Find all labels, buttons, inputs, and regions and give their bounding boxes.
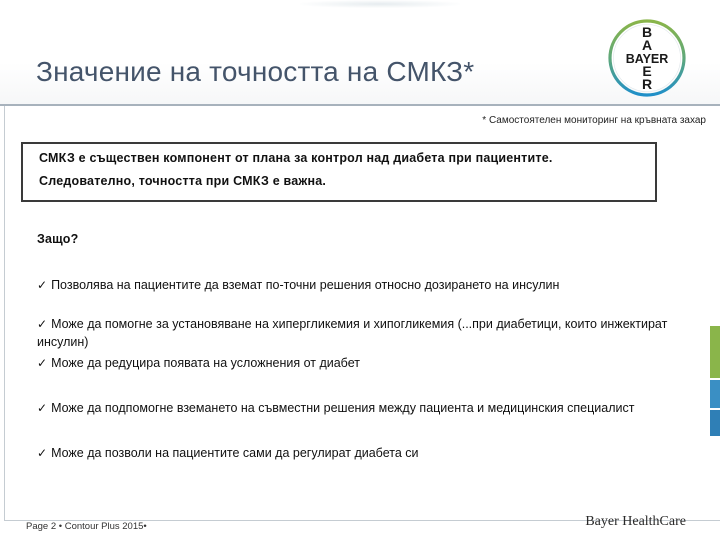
footnote: * Самостоятелен мониторинг на кръвната захар <box>482 115 706 126</box>
callout-line-1: СМКЗ е съществен компонент от плана за контрол над диабета при пациентите. <box>39 151 553 165</box>
bullet-text: Може да позволи на пациентите сами да регулират диабета си <box>51 446 419 460</box>
logo-letter-b: B <box>641 24 653 40</box>
side-accent-blue-dark <box>710 410 720 436</box>
bullet-item <box>37 399 717 417</box>
bullet-text: Може да подпомогне вземането на съвместни решения между пациента и медицинския специалист <box>51 401 635 415</box>
side-accent-green <box>710 326 720 378</box>
logo-letter-r: R <box>641 76 653 92</box>
header-divider <box>0 104 720 106</box>
content-left-rule <box>4 106 5 520</box>
callout-box <box>21 142 657 202</box>
bullet-text: Позволява на пациентите да вземат по-точни решения относно дозирането на инсулин <box>51 278 560 292</box>
bullet-item <box>37 276 717 294</box>
bullet-item <box>37 354 717 372</box>
checkmark-icon: ✓ <box>37 446 48 460</box>
logo-letter-a: A <box>641 37 653 53</box>
bullet-text: Може да помогне за установяване на хипергликемия и хипогликемия (...при диабетици, които инжектират инсулин) <box>37 317 668 349</box>
why-heading: Защо? <box>37 232 79 246</box>
checkmark-icon: ✓ <box>37 401 48 415</box>
checkmark-icon: ✓ <box>37 278 48 292</box>
checkmark-icon: ✓ <box>37 317 48 331</box>
side-accent-blue <box>710 380 720 408</box>
slide-title: Значение на точността на СМКЗ* <box>36 56 475 87</box>
checkmark-icon: ✓ <box>37 356 48 370</box>
bullet-item <box>37 315 677 351</box>
bullet-item <box>37 444 717 462</box>
header-glow <box>300 0 460 8</box>
bullet-text: Може да редуцира появата на усложнения от диабет <box>51 356 360 370</box>
logo-letter-e: E <box>642 63 652 79</box>
callout-line-2: Следователно, точността при СМКЗ е важна. <box>39 174 327 188</box>
bayer-cross-logo-icon <box>607 18 687 98</box>
brand-wordmark: Bayer HealthCare <box>585 514 686 529</box>
footer-page-label: Page 2 • Contour Plus 2015• <box>26 521 147 532</box>
logo-word: BAYER <box>625 52 669 66</box>
